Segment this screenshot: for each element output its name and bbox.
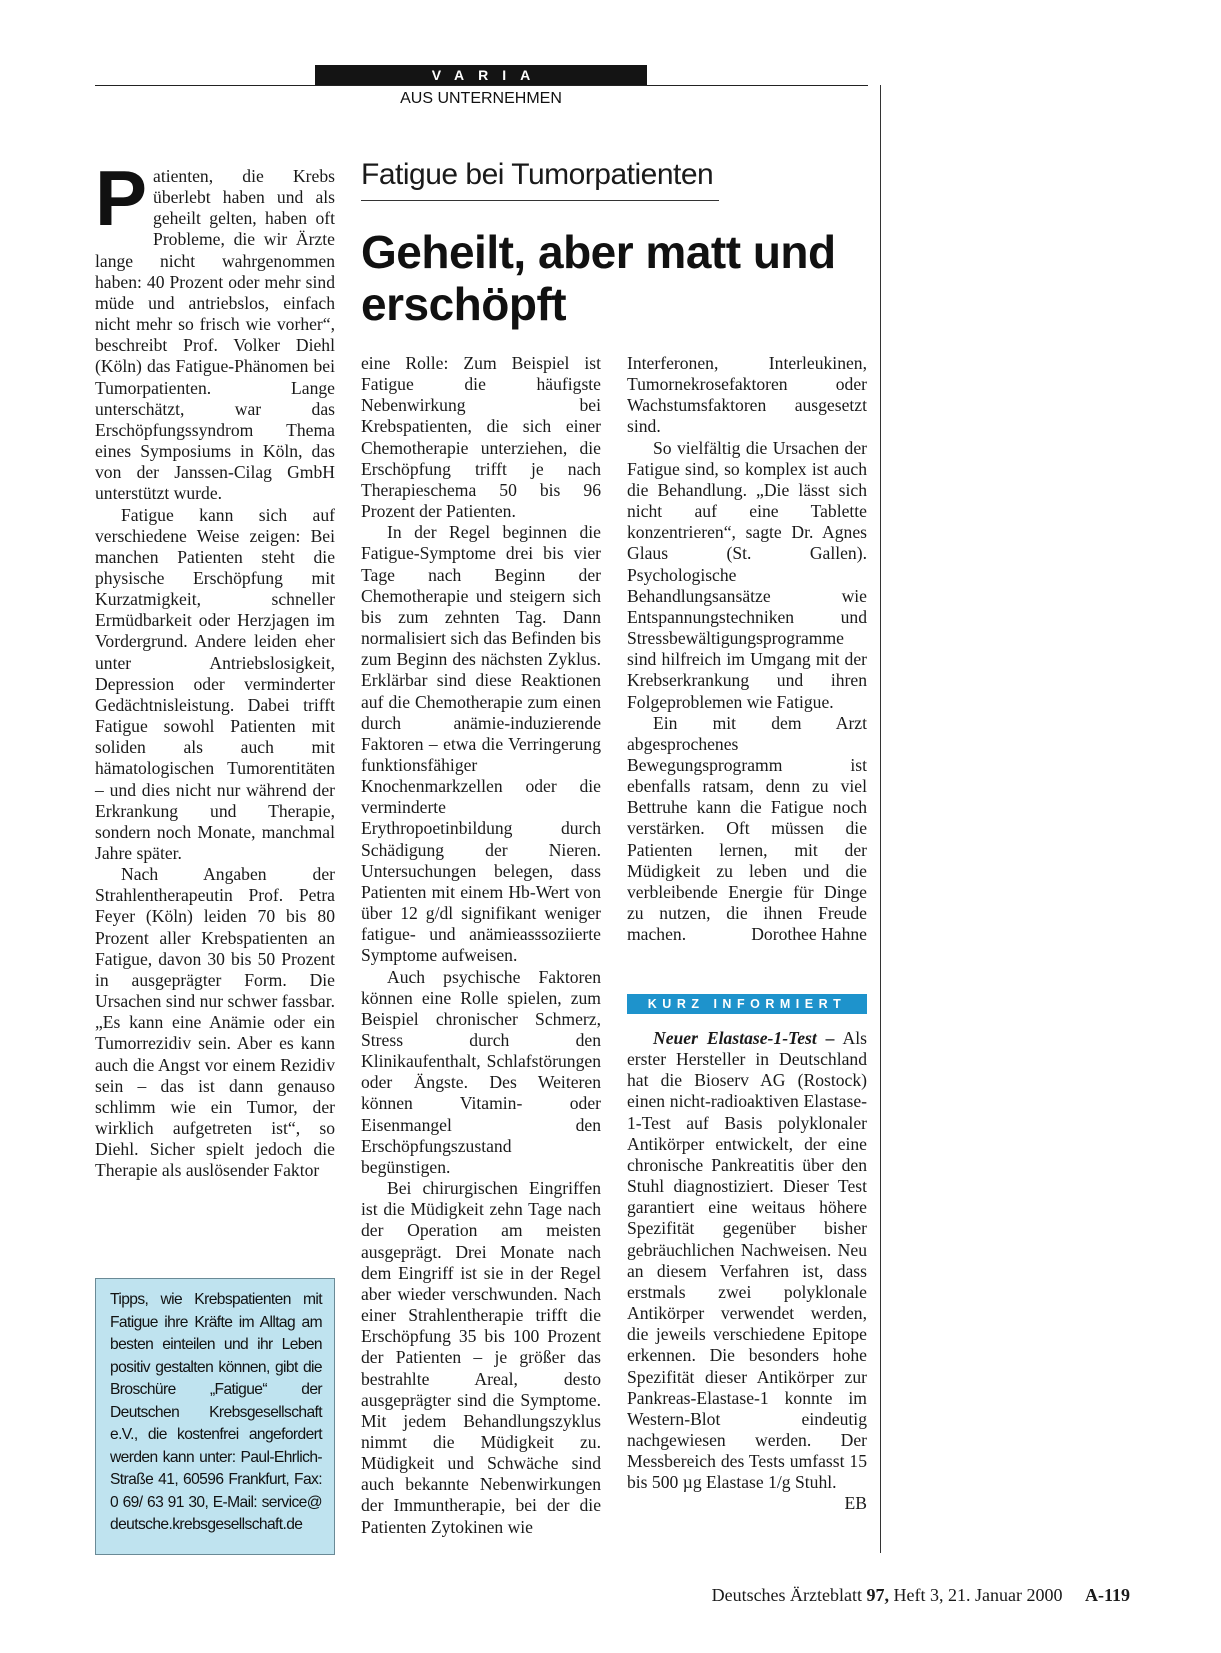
kurz-informiert-column [627,1028,867,1515]
article-kicker: Fatigue bei Tumorpatienten [361,158,714,191]
article-paragraph: Ein mit dem Arzt abgesprochenes Bewegungsprogramm ist ebenfalls ratsam, denn zu viel Bettruhe kann die Fatigue noch verstärken. Oft müssen die Patienten lernen, mit der Müdigkeit zu leben und die verbleibende Energie für Dinge zu nutzen, die ihnen Freude machen. Dorothee Hahne [627,712,867,945]
page-footer [620,1585,1130,1606]
article-column-3 [627,353,867,945]
drop-cap: P [95,154,148,242]
kurz-informiert-text: Als erster Hersteller in Deutschland hat die Bioserv AG (Rostock) einen nicht-radioaktiven Elastase-1-Test auf Basis polyklonaler Antikörper entwickelt, der eine chronische Pankreatitis über den Stuhl diagnostiziert. Dieser Test garantiert eine weitaus höhere Spezifität gegenüber bisher gebräuchlichen Nachweisen. Neu an diesem Verfahren ist, dass erstmals zwei polyklonale Antikörper verwendet werden, die jeweils verschiedene Epitope erkennen. Die besonders hohe Spezifität dieser Antikörper zur Pankreas-Elastase-1 konnte im Western-Blot eindeutig nachgewiesen werden. Der Messbereich des Tests umfasst 15 bis 500 µg Elastase 1/g Stuhl. [627,1028,867,1493]
article-paragraph: So vielfältig die Ursachen der Fatigue sind, so komplex ist auch die Behandlung. „Die lässt sich nicht auf eine Tablette konzentrieren“, sagte Dr. Agnes Glaus (St. Gallen). Psychologische Behandlungsansätze wie Entspannungstechniken und Stressbewältigungsprogramme sind hilfreich im Umgang mit der Krebserkrankung und ihren Folgeproblemen wie Fatigue. [627,437,867,712]
journal-volume: 97, [866,1585,890,1605]
article-author: Dorothee Hahne [751,924,867,945]
article-headline: Geheilt, aber matt und erschöpft [361,226,836,330]
journal-issue: Heft 3, 21. Januar 2000 [893,1585,1063,1605]
article-paragraph: In der Regel beginnen die Fatigue-Symptome drei bis vier Tage nach Beginn der Chemotherapie und steigern sich bis zum zehnten Tag. Dann normalisiert sich das Befinden bis zum Beginn des nächsten Zyklus. Erklärbar sind diese Reaktionen auf die Chemotherapie zum einen durch anämie-induzierende Faktoren – etwa die Verringerung funktionsfähiger Knochenmarkzellen oder die verminderte Erythropoetinbildung durch Schädigung der Nieren. Untersuchungen belegen, dass Patienten mit einem Hb-Wert von über 12 g/dl signifikant weniger fatigue- und anämieasssoziierte Symptome aufweisen. [361,522,601,966]
article-paragraph: Patienten, die Krebs überlebt haben und als geheilt gelten, haben oft Probleme, die wir Ärzte lange nicht wahrgenommen haben: 40 Prozent oder mehr sind müde und antriebslos, einfach nicht mehr so frisch wie vorher“, beschreibt Prof. Volker Diehl (Köln) das Fatigue-Phänomen bei Tumorpatienten. Lange unterschätzt, war das Erschöpfungssyndrom Thema eines Symposiums in Köln, das von der Janssen-Cilag GmbH unterstützt wurde. [95,154,335,504]
kurz-informiert-paragraph [627,1028,867,1514]
header-rule [95,85,868,86]
article-paragraph: Bei chirurgischen Eingriffen ist die Müdigkeit zehn Tage nach der Operation am meisten ausgeprägt. Drei Monate nach dem Eingriff ist sie in der Regel aber wieder verschwunden. Nach einer Strahlentherapie trifft die Erschöpfung 35 bis 100 Prozent der Patienten – je größer das bestrahlte Areal, desto ausgeprägter sind die Symptome. Mit jedem Behandlungszyklus nimmt die Müdigkeit zu. Müdigkeit und Schwäche sind auch bekannte Nebenwirkungen der Immuntherapie, bei der die Patienten Zytokinen wie [361,1178,601,1537]
article-paragraph: Auch psychische Faktoren können eine Rolle spielen, zum Beispiel chronischer Schmerz, Stress durch den Klinikaufenthalt, Schlafstörungen oder Ängste. Des Weiteren können Vitamin- oder Eisenmangel den Erschöpfungszustand begünstigen. [361,966,601,1177]
column-rule [880,85,881,1553]
journal-name: Deutsches Ärzteblatt [711,1585,863,1605]
subsection-label: AUS UNTERNEHMEN [400,90,562,107]
kurz-informiert-initials: EB [844,1493,867,1514]
article-column-2 [361,353,601,1538]
tip-box-text: Tipps, wie Krebspatienten mit Fatigue ihre Kräfte im Alltag am besten einteilen und ihr Leben positiv gestalten können, gibt die Broschüre „Fatigue“ der Deutschen Krebsgesellschaft e.V., die kostenfrei angefordert werden kann unter: Paul-Ehrlich-Straße 41, 60596 Frankfurt, Fax: 0 69/ 63 91 30, E-Mail: service@ deutsche.krebsgesellschaft.de [110,1291,322,1533]
article-column-1 [95,154,335,1182]
article-paragraph-continued: eine Rolle: Zum Beispiel ist Fatigue die häufigste Nebenwirkung bei Krebspatienten, die sich einer Chemotherapie unterziehen, die Erschöpfung trifft je nach Therapieschema 50 bis 96 Prozent der Patienten. [361,353,601,522]
article-paragraph-continued: Interferonen, Interleukinen, Tumornekrosefaktoren oder Wachstumsfaktoren ausgesetzt sind. [627,353,867,437]
kurz-informiert-lead: Neuer Elastase-1-Test – [653,1028,835,1048]
section-header: VARIA [315,65,647,85]
article-paragraph: Fatigue kann sich auf verschiedene Weise zeigen: Bei manchen Patienten steht die physische Erschöpfung mit Kurzatmigkeit, schneller Ermüdbarkeit oder Herzjagen im Vordergrund. Andere leiden eher unter Antriebslosigkeit, Depression oder verminderter Gedächtnisleistung. Dabei trifft Fatigue sowohl Patienten mit soliden als auch mit hämatologischen Tumorentitäten – und dies nicht nur während der Erkrankung und Therapie, sondern noch Monate, manchmal Jahre später. [95,504,335,863]
tip-box [95,1278,335,1555]
page-number: A-119 [1085,1585,1130,1605]
kurz-informiert-header: KURZ INFORMIERT [627,994,867,1014]
article-paragraph: Nach Angaben der Strahlentherapeutin Prof. Petra Feyer (Köln) leiden 70 bis 80 Prozent aller Krebspatienten an Fatigue, davon 30 bis 50 Prozent in ausgeprägter Form. Die Ursachen sind nur schwer fassbar. „Es kann eine Anämie oder ein Tumorrezidiv sein. Aber es kann auch die Angst vor einem Rezidiv sein – das ist dann genauso schlimm wie ein Tumor, der wirklich aufgetreten ist“, so Diehl. Sicher spielt jedoch die Therapie als auslösender Faktor [95,864,335,1181]
kicker-rule [361,200,719,201]
